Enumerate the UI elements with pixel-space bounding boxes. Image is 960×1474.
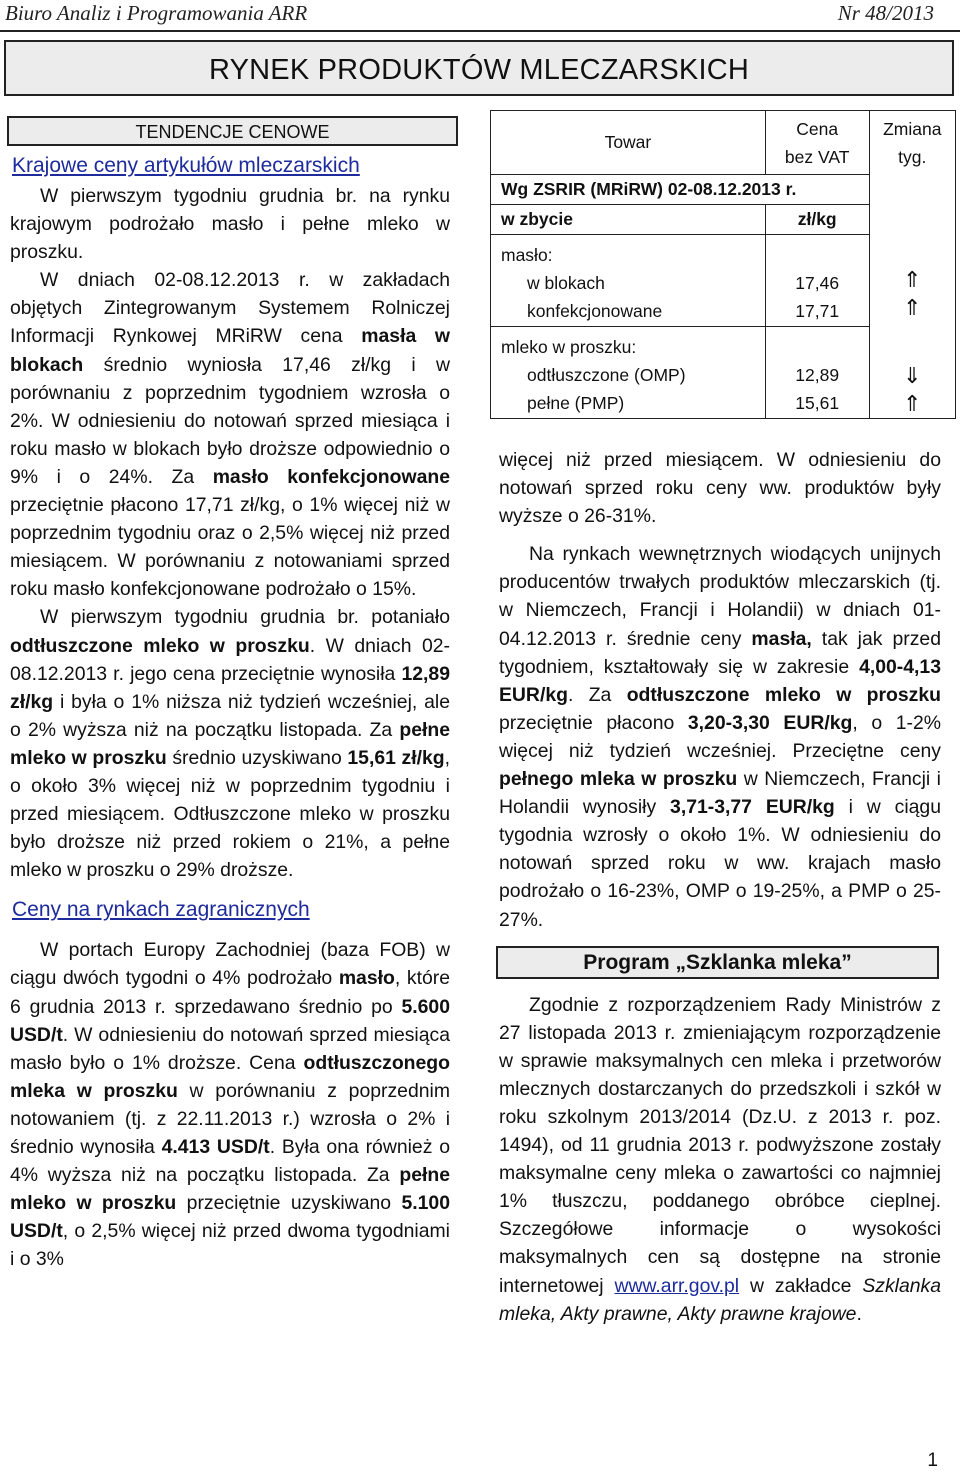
arrow-up-icon: ⇑: [903, 391, 922, 416]
paragraph-maslo: W dniach 02-08.12.2013 r. w zakładach objętych Zintegrowanym Systemem Rolniczej Informacji Rynkowej MRiRW cena masła w blokach średnio wyniosła 17,46 zł/kg i w porównaniu z poprzednim tygodniem wzrosła o 2%. W odniesieniu do notowań sprzed miesiąca i roku masło w blokach było droższe odpowiednio o 9% i o 24%. Za masło konfekcjonowane przeciętnie płacono 17,71 zł/kg, o 1% więcej niż w poprzednim tygodniu oraz o 2,5% więcej niż przed miesiącem. W porównaniu z notowaniami sprzed roku masło konfekcjonowane podrożało o 15%.: [10, 269, 451, 601]
table-row-name: pełne (PMP): [527, 393, 625, 413]
page-number: 1: [927, 1450, 938, 1471]
table-row-name: w blokach: [527, 273, 605, 293]
paragraph-continued: więcej niż przed miesiącem. W odniesieniu do notowań sprzed roku ceny ww. produktów były wyższe o 26-31%.: [499, 449, 941, 528]
table-w-zbycie: w zbycie: [491, 205, 766, 235]
table-source: Wg ZSRIR (MRiRW) 02-08.12.2013 r.: [491, 175, 870, 205]
arrow-up-icon: ⇑: [903, 267, 922, 292]
section-heading-tendencje: TENDENCJE CENOWE: [7, 116, 458, 146]
table-row-price: 17,71: [795, 301, 840, 321]
paragraph-unijne-rynki: Na rynkach wewnętrznych wiodących unijnych producentów trwałych produktów mleczarskich (tj. w Niemczech, Francji i Holandii) w dniach 01-04.12.2013 r. średnie ceny masła, tak jak przed tygodniem, kształtowały się w zakresie 4,00-4,13 EUR/kg. Za odtłuszczone mleko w proszku przeciętnie płacono 3,20-3,30 EUR/kg, o 1-2% więcej niż tydzień wcześniej. Przeciętne ceny pełnego mleka w proszku w Niemczech, Francji i Holandii wynosiły 3,71-3,77 EUR/kg i w ciągu tygodnia wzrosły o około 1%. W odniesieniu do notowań sprzed roku w ww. krajach masło podrożało o 16-23%, OMP o 19-25%, a PMP o 25-27%.: [499, 543, 941, 931]
column-header-cena: Cena bez VAT: [765, 111, 869, 175]
page-title: RYNEK PRODUKTÓW MLECZARSKICH: [4, 40, 954, 96]
header-publisher: Biuro Analiz i Programowania ARR: [5, 1, 308, 25]
column-header-towar: Towar: [491, 111, 766, 175]
arrow-up-icon: ⇑: [903, 295, 922, 320]
left-column: [10, 116, 450, 1273]
right-column: [499, 446, 941, 1328]
paragraph-mleko-w-proszku: W pierwszym tygodniu grudnia br. potaniało odtłuszczone mleko w proszku. W dniach 02-08.12.2013 r. jego cena przeciętnie wynosiła 12,89 zł/kg i była o 1% niższa niż tydzień wcześniej, ale o 2% wyższa niż na początku listopada. Za pełne mleko w proszku średnio uzyskiwano 15,61 zł/kg, o około 3% więcej niż w poprzednim tygodniu i przed miesiącem. Odtłuszczone mleko w proszku było droższe niż przed rokiem o 21%, a pełne mleko w proszku o 29% droższe.: [10, 606, 450, 882]
table-row-price: 15,61: [795, 393, 840, 413]
arr-website-link[interactable]: www.arr.gov.pl: [614, 1274, 740, 1297]
table-row-name: konfekcjonowane: [527, 301, 663, 321]
heading-ceny-zagraniczne: Ceny na rynkach zagranicznych: [12, 898, 310, 922]
table-row-price: 12,89: [795, 365, 840, 385]
header-rule: [0, 30, 960, 32]
paragraph-zagraniczne: W portach Europy Zachodniej (baza FOB) w ciągu dwóch tygodni o 4% podrożało masło, które 6 grudnia 2013 r. sprzedawano średnio po 5.600 USD/t. W odniesieniu do notowań sprzed miesiąca masło było o 1% droższe. Cena odtłuszczonego mleka w proszku w porównaniu z poprzednim notowaniem (tj. z 22.11.2013 r.) wzrosła o 2% i średnio wynosiła 4.413 USD/t. Była ona również o 4% wyższa niż na początku listopada. Za pełne mleko w proszku przeciętnie uzyskiwano 5.100 USD/t, o 2,5% więcej niż przed dwoma tygodniami i o 3%: [10, 939, 451, 1271]
table-unit: zł/kg: [765, 205, 869, 235]
table-group-mleko: mleko w proszku: odtłuszczone (OMP) pełne (PMP): [491, 327, 766, 419]
paragraph-intro: W pierwszym tygodniu grudnia br. na rynku krajowym podrożało masło i pełne mleko w proszku.: [10, 185, 450, 264]
price-table: [490, 110, 956, 419]
header-issue-number: Nr 48/2013: [837, 1, 934, 25]
table-row-price: 17,46: [795, 273, 840, 293]
arrow-down-icon: ⇓: [903, 363, 922, 388]
table-group-mleko-prices: [765, 327, 869, 419]
table-group-maslo: masło: w blokach konfekcjonowane: [491, 235, 766, 327]
section-heading-program: Program „Szklanka mleka”: [496, 946, 939, 979]
running-header: [0, 0, 960, 28]
table-row-name: odtłuszczone (OMP): [527, 365, 686, 385]
paragraph-szklanka-mleka: Zgodnie z rozporządzeniem Rady Ministrów z 27 listopada 2013 r. zmieniającym rozporządzenie w sprawie maksymalnych cen mleka i przetworów mlecznych dostarczanych do przedszkoli i szkół w roku szkolnym 2013/2014 (Dz.U. z 2013 r. poz. 1494), od 11 grudnia 2013 r. podwyższone zostały maksymalne ceny mleka o zawartości co najmniej 1% tłuszczu, poddanego obróbce cieplnej. Szczegółowe informacje o wysokości maksymalnych cen są dostępne na stronie internetowej www.arr.gov.pl w zakładce Szklanka mleka, Akty prawne, Akty prawne krajowe.: [499, 993, 941, 1325]
table-group-maslo-prices: [765, 235, 869, 327]
column-zmiana: Zmiana tyg. ⇑ ⇑ ⇓ ⇑: [869, 111, 955, 419]
heading-krajowe-ceny: Krajowe ceny artykułów mleczarskich: [12, 154, 360, 177]
